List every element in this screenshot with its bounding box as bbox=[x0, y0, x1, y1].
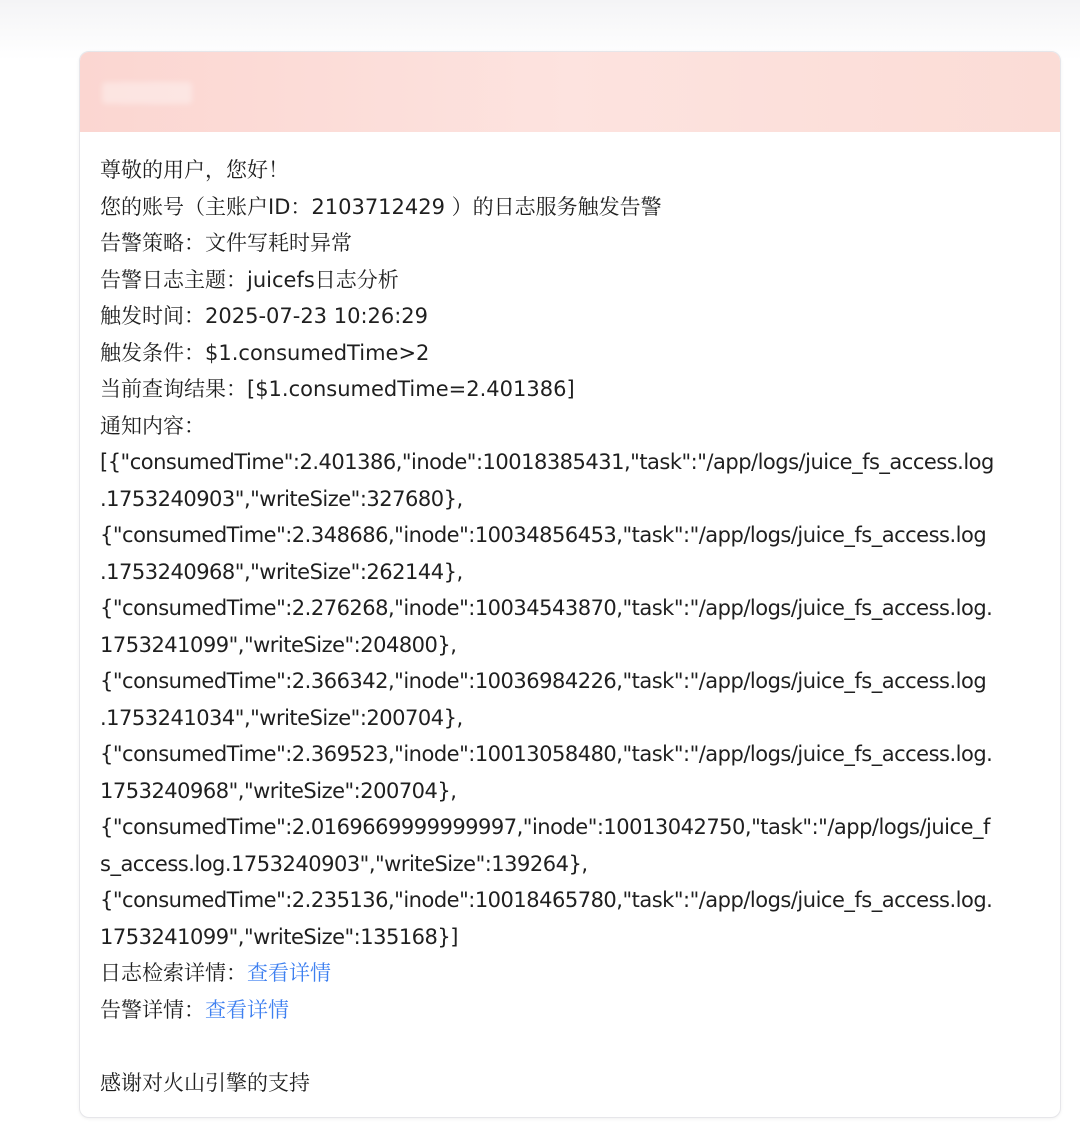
notify-line: 1753241099","writeSize":135168}] bbox=[100, 924, 458, 949]
greeting: 尊敬的用户，您好！ bbox=[100, 158, 289, 182]
brand-logo bbox=[102, 82, 192, 104]
thanks-line: 感谢对火山引擎的支持 bbox=[100, 1070, 310, 1095]
notify-content bbox=[100, 444, 1040, 955]
notify-line: 1753241099","writeSize":204800}, bbox=[100, 632, 457, 657]
notify-line: .1753240968","writeSize":262144}, bbox=[100, 559, 463, 584]
notify-line: .1753241034","writeSize":200704}, bbox=[100, 705, 463, 730]
result-line bbox=[100, 371, 1040, 408]
account-suffix: ）的日志服务触发告警 bbox=[444, 194, 662, 219]
account-prefix: 您的账号（主账户ID： bbox=[100, 194, 312, 219]
notify-line: {"consumedTime":2.0169669999999997,"inode":10013042750,"task":"/app/logs/juice_f bbox=[100, 815, 990, 839]
trigger-time-value: 2025-07-23 10:26:29 bbox=[205, 304, 429, 328]
blank-line bbox=[100, 1028, 1040, 1065]
account-id: 2103712429 bbox=[311, 194, 445, 219]
trigger-time-label: 触发时间： bbox=[100, 304, 205, 328]
notify-line: s_access.log.1753240903","writeSize":139264}, bbox=[100, 851, 588, 876]
condition-line bbox=[100, 335, 1040, 372]
notify-line: {"consumedTime":2.366342,"inode":10036984226,"task":"/app/logs/juice_fs_access.log bbox=[100, 669, 987, 693]
trigger-time-line bbox=[100, 298, 1040, 335]
result-label: 当前查询结果： bbox=[100, 377, 247, 401]
log-detail-link[interactable]: 查看详情 bbox=[247, 961, 331, 985]
notify-line: {"consumedTime":2.369523,"inode":10013058480,"task":"/app/logs/juice_fs_access.log. bbox=[100, 742, 993, 766]
topic-line bbox=[100, 262, 1040, 299]
alert-detail-link[interactable]: 查看详情 bbox=[205, 997, 289, 1022]
alert-email-card bbox=[79, 51, 1061, 1118]
topic-label: 告警日志主题： bbox=[100, 267, 247, 292]
condition-value: $1.consumedTime>2 bbox=[205, 340, 430, 365]
condition-label: 触发条件： bbox=[100, 340, 205, 365]
notify-line: {"consumedTime":2.235136,"inode":10018465780,"task":"/app/logs/juice_fs_access.log. bbox=[100, 888, 993, 912]
policy-value: 文件写耗时异常 bbox=[205, 231, 352, 255]
alert-detail-label: 告警详情： bbox=[100, 997, 205, 1022]
alert-detail-line bbox=[100, 992, 1040, 1029]
email-header-banner bbox=[80, 52, 1060, 132]
result-value: [$1.consumedTime=2.401386] bbox=[247, 377, 575, 401]
account-line bbox=[100, 189, 1040, 226]
policy-label: 告警策略： bbox=[100, 231, 205, 255]
topic-value: juicefs日志分析 bbox=[247, 267, 399, 292]
notify-label: 通知内容： bbox=[100, 413, 205, 438]
log-detail-label: 日志检索详情： bbox=[100, 961, 247, 985]
notify-line: 1753240968","writeSize":200704}, bbox=[100, 778, 457, 803]
notify-line: {"consumedTime":2.276268,"inode":10034543870,"task":"/app/logs/juice_fs_access.log. bbox=[100, 596, 993, 620]
notify-line: {"consumedTime":2.348686,"inode":10034856453,"task":"/app/logs/juice_fs_access.log bbox=[100, 523, 987, 547]
notify-line: .1753240903","writeSize":327680}, bbox=[100, 486, 463, 511]
email-body bbox=[80, 132, 1060, 1101]
policy-line bbox=[100, 225, 1040, 262]
notify-line: [{"consumedTime":2.401386,"inode":10018385431,"task":"/app/logs/juice_fs_access.log bbox=[100, 450, 994, 474]
log-detail-line bbox=[100, 955, 1040, 992]
